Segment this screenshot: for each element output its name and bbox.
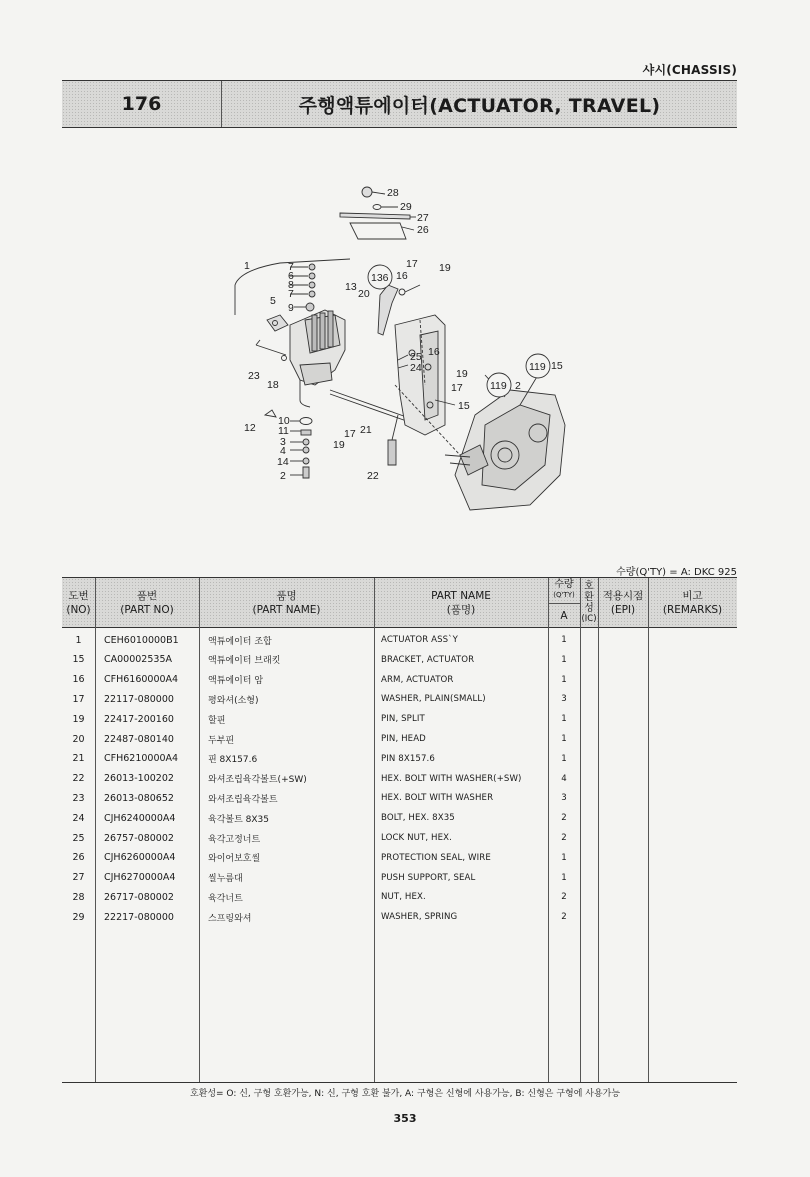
compatibility-footnote: 호환성= O: 신, 구형 호환가능, N: 신, 구형 호환 불가, A: 구형은 신형에 사용가능, B: 신형은 구형에 사용가능 — [189, 1089, 621, 1099]
cell-qty: 1 — [561, 635, 567, 645]
cell-qty: 1 — [561, 852, 567, 863]
cell-kr-name: 액튜에이터 암 — [208, 676, 264, 687]
cell-qty: 1 — [561, 714, 567, 725]
cell-en-name: NUT, HEX. — [381, 892, 426, 903]
cell-en-name: BOLT, HEX. 8X35 — [381, 813, 455, 824]
cell-no: 15 — [72, 654, 85, 666]
cell-kr-name: 와셔조립육각볼트 — [208, 794, 278, 805]
callout-10: 10 — [278, 415, 290, 427]
cell-part-no: 22117-080000 — [104, 693, 174, 705]
callout-17a: 17 — [406, 258, 418, 270]
callout-19a: 19 — [439, 262, 451, 274]
cell-part-no: 26013-080652 — [104, 792, 174, 804]
cell-no: 1 — [75, 634, 82, 646]
table-row — [62, 689, 737, 709]
cell-part-no: 26717-080002 — [104, 891, 174, 903]
cell-kr-name: 평와셔(소형) — [208, 695, 259, 706]
cell-part-no: CFH6210000A4 — [104, 753, 179, 765]
cell-en-name: PIN, HEAD — [381, 734, 426, 744]
cell-en-name: PUSH SUPPORT, SEAL — [381, 872, 476, 883]
callout-16b: 16 — [428, 346, 440, 358]
cell-no: 16 — [72, 674, 85, 686]
cell-en-name: PIN 8X157.6 — [381, 753, 435, 764]
callout-22: 22 — [367, 470, 379, 482]
cell-qty: 1 — [561, 654, 567, 665]
cell-no: 29 — [72, 911, 85, 923]
callout-23: 23 — [248, 370, 260, 382]
callout-28: 28 — [387, 187, 399, 199]
cell-qty: 1 — [561, 753, 567, 764]
callout-119a: 119 — [529, 361, 546, 373]
header-epi: 적용시점 (EPI) — [602, 590, 644, 616]
cell-en-name: LOCK NUT, HEX. — [381, 833, 452, 843]
page-title: 주행액튜에이터(ACTUATOR, TRAVEL) — [298, 94, 661, 117]
table-row — [62, 769, 737, 789]
callout-4: 4 — [280, 445, 286, 457]
cell-part-no: 22487-080140 — [104, 733, 174, 745]
callout-9: 9 — [288, 302, 294, 314]
callout-15b: 15 — [458, 400, 470, 412]
cell-en-name: BRACKET, ACTUATOR — [381, 654, 475, 665]
cell-qty: 3 — [561, 793, 567, 804]
cell-en-name: WASHER, PLAIN(SMALL) — [381, 694, 486, 705]
table-row — [62, 709, 737, 729]
diagram-svg — [220, 175, 590, 515]
cell-no: 28 — [72, 891, 85, 903]
table-header — [62, 578, 737, 628]
callout-6: 6 — [288, 270, 294, 282]
exploded-parts-diagram — [220, 175, 590, 515]
cell-no: 21 — [72, 753, 85, 765]
cell-kr-name: 육각고정너트 — [208, 834, 261, 845]
cell-en-name: ACTUATOR ASS`Y — [381, 635, 458, 645]
callout-7a: 7 — [288, 261, 294, 273]
callout-3: 3 — [280, 436, 286, 448]
cell-kr-name: 액튜에이터 조합 — [208, 636, 272, 647]
title-bar — [62, 80, 737, 128]
cell-no: 19 — [72, 713, 85, 725]
callout-2a: 2 — [515, 380, 521, 392]
cell-kr-name: 와셔조립육각볼트(+SW) — [208, 775, 307, 786]
callout-5: 5 — [270, 295, 276, 307]
cell-qty: 4 — [561, 773, 567, 784]
cell-no: 26 — [72, 852, 85, 864]
callout-18: 18 — [267, 379, 279, 391]
table-row — [62, 670, 737, 690]
cell-no: 27 — [72, 872, 85, 884]
callout-14: 14 — [277, 456, 289, 468]
header-kr-name: 품명 (PART NAME) — [252, 590, 321, 616]
cell-qty: 2 — [561, 833, 567, 843]
callout-7b: 7 — [288, 288, 294, 300]
cell-kr-name: 액튜에이터 브래킷 — [208, 656, 281, 667]
table-row — [62, 828, 737, 848]
callout-16a: 16 — [396, 270, 408, 282]
cell-qty: 2 — [561, 813, 567, 824]
callout-17b: 17 — [451, 382, 463, 394]
table-row — [62, 788, 737, 808]
cell-kr-name: 와이어보호씰 — [208, 854, 261, 865]
cell-part-no: CFH6160000A4 — [104, 674, 179, 686]
cell-en-name: PROTECTION SEAL, WIRE — [381, 852, 491, 863]
cell-kr-name: 육각너트 — [208, 893, 243, 904]
cell-kr-name: 핀 8X157.6 — [208, 755, 258, 766]
table-row — [62, 650, 737, 670]
cell-no: 20 — [72, 733, 85, 745]
callout-8: 8 — [288, 279, 294, 291]
cell-part-no: 22217-080000 — [104, 911, 174, 923]
cell-part-no: 26757-080002 — [104, 832, 174, 844]
cell-part-no: CJH6260000A4 — [104, 852, 176, 864]
callout-19b: 19 — [456, 368, 468, 380]
group-number: 176 — [62, 81, 222, 127]
cell-part-no: CA00002535A — [104, 654, 172, 666]
callout-11: 11 — [278, 425, 289, 437]
cell-part-no: 22417-200160 — [104, 713, 174, 725]
callout-27: 27 — [417, 212, 429, 224]
section-label: 샤시(CHASSIS) — [642, 63, 737, 77]
cell-qty: 2 — [561, 912, 567, 923]
table-row — [62, 887, 737, 907]
cell-kr-name: 스프링와셔 — [208, 913, 252, 924]
cell-qty: 2 — [561, 892, 567, 903]
callout-26: 26 — [417, 224, 429, 236]
callout-21: 21 — [360, 424, 372, 436]
parts-table — [62, 577, 737, 1083]
cell-en-name: PIN, SPLIT — [381, 714, 425, 725]
cell-en-name: WASHER, SPRING — [381, 912, 458, 923]
cell-no: 24 — [72, 812, 85, 824]
cell-part-no: CEH6010000B1 — [104, 634, 179, 646]
cell-qty: 3 — [561, 694, 567, 705]
callout-15a: 15 — [551, 360, 563, 372]
callout-19c: 19 — [333, 439, 345, 451]
table-row — [62, 729, 737, 749]
cell-part-no: CJH6270000A4 — [104, 872, 176, 884]
cell-qty: 1 — [561, 872, 567, 883]
cell-no: 23 — [72, 792, 85, 804]
callout-13: 13 — [345, 281, 357, 293]
header-no: 도번 (NO) — [66, 590, 91, 616]
table-row — [62, 749, 737, 769]
cell-qty: 1 — [561, 674, 567, 685]
cell-no: 22 — [72, 773, 85, 785]
header-en-name: PART NAME (품명) — [431, 590, 491, 616]
callout-25: 25 — [410, 351, 422, 363]
callout-24: 24 — [410, 362, 422, 374]
table-row — [62, 907, 737, 927]
table-row — [62, 868, 737, 888]
cell-no: 25 — [72, 832, 85, 844]
cell-kr-name: 할핀 — [208, 715, 226, 726]
callout-12: 12 — [244, 422, 256, 434]
cell-en-name: ARM, ACTUATOR — [381, 674, 454, 685]
callout-119b: 119 — [490, 380, 507, 392]
cell-kr-name: 두부핀 — [208, 735, 235, 746]
header-ic: 호 환 성 (IC) — [581, 581, 597, 624]
table-row — [62, 848, 737, 868]
cell-part-no: 26013-100202 — [104, 773, 174, 785]
callout-1: 1 — [244, 260, 250, 272]
header-qty-a: A — [548, 603, 580, 628]
table-row — [62, 808, 737, 828]
cell-qty: 1 — [561, 734, 567, 744]
quantity-note: 수량(Q'TY) = A: DKC 925 — [616, 567, 737, 578]
cell-en-name: HEX. BOLT WITH WASHER(+SW) — [381, 773, 522, 784]
callout-29: 29 — [400, 201, 412, 213]
table-row — [62, 630, 737, 650]
cell-part-no: CJH6240000A4 — [104, 812, 176, 824]
header-qty: 수량 (Q'TY) — [553, 579, 575, 599]
callout-17c: 17 — [344, 428, 356, 440]
cell-kr-name: 육각볼트 8X35 — [208, 814, 269, 825]
header-part-no: 품번 (PART NO) — [120, 590, 174, 616]
cell-en-name: HEX. BOLT WITH WASHER — [381, 793, 494, 804]
cell-no: 17 — [72, 693, 85, 705]
page-number: 353 — [393, 1112, 417, 1125]
callout-2b: 2 — [280, 470, 286, 482]
callout-136: 136 — [371, 272, 389, 284]
cell-kr-name: 씰누름대 — [208, 874, 243, 885]
callout-20: 20 — [358, 288, 370, 300]
header-remarks: 비고 (REMARKS) — [662, 590, 723, 616]
